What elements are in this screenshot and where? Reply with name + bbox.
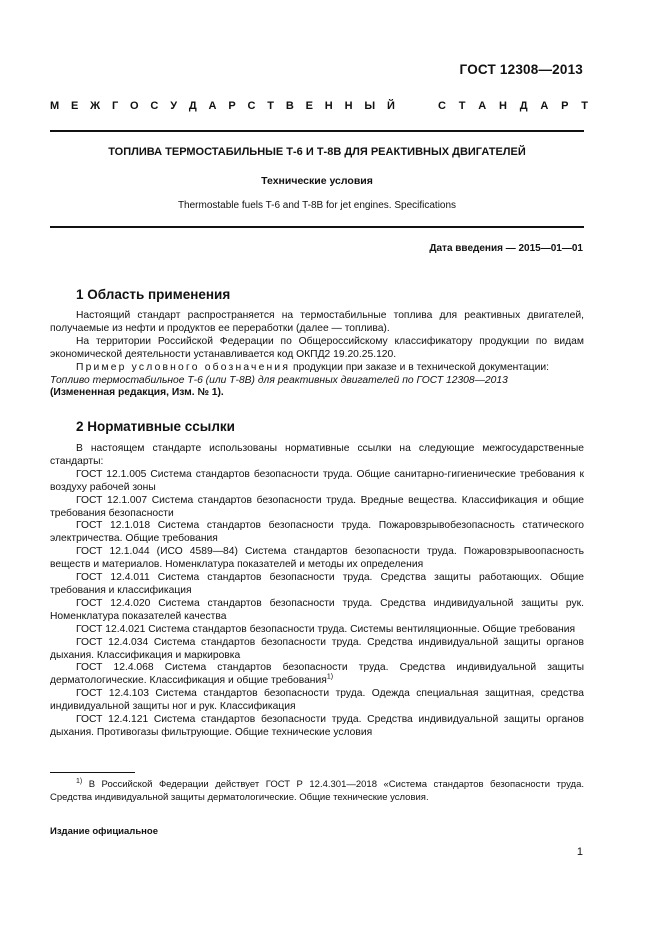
banner-letter: О — [130, 100, 139, 112]
reference-item: ГОСТ 12.4.020 Система стандартов безопасности труда. Средства индивидуальной защиты рук. Номенклатура показателей качества — [50, 597, 584, 622]
banner-letter: У — [170, 100, 178, 112]
footnote-divider — [50, 772, 135, 773]
reference-item: ГОСТ 12.4.011 Система стандартов безопасности труда. Средства защиты работающих. Общие требования и классификация — [50, 572, 584, 596]
example-label: Пример условного обозначения — [76, 361, 291, 373]
banner-letter: Т — [267, 100, 275, 112]
banner-letter: Й — [386, 100, 395, 112]
banner-letter: М — [50, 100, 60, 112]
banner-letter: Г — [111, 100, 119, 112]
banner-letter: Т — [458, 100, 466, 112]
reference-item: ГОСТ 12.1.005 Система стандартов безопасности труда. Общие санитарно-гигиенические требования к воздуху рабочей зоны — [50, 468, 584, 493]
footnote-body: В Российской Федерации действует ГОСТ Р 12.4.301—2018 «Система стандартов безопасности труда. Средства индивидуальной защиты дерматологические. Общие технические условия. — [50, 779, 584, 803]
footnote-mark: 1) — [76, 777, 83, 785]
banner-letter: Ж — [90, 100, 101, 112]
reference-item: ГОСТ 12.1.018 Система стандартов безопасности труда. Пожаровзрывобезопасность статического электричества. Общие требования — [50, 520, 584, 545]
banner-letter: Р — [228, 100, 236, 112]
banner-letter: Д — [519, 100, 528, 112]
banner-letter: А — [478, 100, 487, 112]
section-1-heading: 1 Область применения — [76, 287, 231, 302]
paragraph: На территории Российской Федерации по Общероссийскому классификатору продукции по видам экономической деятельности устанавливается код ОКПД2 19.20.25.120. — [50, 335, 584, 360]
amendment-note: (Измененная редакция, Изм. № 1). — [50, 387, 224, 399]
banner-letter: С — [150, 100, 159, 112]
section-1-body — [50, 310, 584, 400]
reference-item — [50, 662, 584, 688]
reference-item: ГОСТ 12.4.021 Система стандартов безопасности труда. Системы вентиляционные. Общие требования — [76, 623, 576, 635]
banner-letter: Р — [561, 100, 569, 112]
banner-letter: В — [285, 100, 294, 112]
banner-letter: С — [247, 100, 256, 112]
reference-item: ГОСТ 12.4.103 Система стандартов безопасности труда. Одежда специальная защитная, средства индивидуальной защиты ног и рук. Классификация — [50, 688, 584, 713]
title-divider — [50, 226, 584, 228]
top-divider — [50, 130, 584, 132]
document-subtitle: Технические условия — [261, 175, 373, 187]
section-2-heading: 2 Нормативные ссылки — [76, 419, 235, 434]
banner-letter: Н — [498, 100, 507, 112]
interstate-word-1 — [50, 100, 395, 112]
banner-letter: А — [540, 100, 549, 112]
reference-text: ГОСТ 12.4.068 Система стандартов безопасности труда. Средства индивидуальной защиты дерматологические. Классификация и общие требования — [50, 662, 584, 687]
banner-letter: Н — [324, 100, 333, 112]
banner-letter: Е — [71, 100, 79, 112]
interstate-standard-banner — [50, 100, 588, 112]
banner-letter: Е — [305, 100, 313, 112]
paragraph: Настоящий стандарт распространяется на термостабильные топлива для реактивных двигателей, получаемые из нефти и продуктов ее переработки (далее — топлива). — [50, 310, 584, 334]
paragraph — [50, 362, 584, 375]
paragraph: В настоящем стандарте использованы нормативные ссылки на следующие межгосударственные стандарты: — [50, 443, 584, 467]
reference-item: ГОСТ 12.4.121 Система стандартов безопасности труда. Средства индивидуальной защиты органов дыхания. Противогазы фильтрующие. Общие технические условия — [50, 714, 584, 738]
banner-letter: А — [208, 100, 217, 112]
official-edition-label: Издание официальное — [50, 826, 158, 837]
introduction-date: Дата введения — 2015—01—01 — [429, 243, 583, 254]
reference-item: ГОСТ 12.1.007 Система стандартов безопасности труда. Вредные вещества. Классификация и общие требования безопасности — [50, 494, 584, 519]
section-2-body — [50, 443, 584, 740]
example-designation: Топливо термостабильное Т-6 (или Т-8В) для реактивных двигателей по ГОСТ 12308—2013 — [50, 374, 508, 386]
banner-letter: Т — [581, 100, 588, 112]
gost-number: ГОСТ 12308—2013 — [459, 62, 583, 77]
page-number: 1 — [576, 846, 583, 858]
banner-letter: Д — [188, 100, 197, 112]
example-rest: продукции при заказе и в технической документации: — [290, 361, 549, 373]
footnote — [50, 778, 584, 804]
document-title: ТОПЛИВА ТЕРМОСТАБИЛЬНЫЕ Т-6 И Т-8В ДЛЯ РЕАКТИВНЫХ ДВИГАТЕЛЕЙ — [108, 146, 526, 158]
banner-letter: Н — [344, 100, 353, 112]
reference-item: ГОСТ 12.1.044 (ИСО 4589—84) Система стандартов безопасности труда. Пожаровзрывоопасность веществ и материалов. Номенклатура показателей и методы их определения — [50, 546, 584, 571]
english-title: Thermostable fuels T-6 and T-8B for jet engines. Specifications — [177, 200, 457, 211]
footnote-text — [50, 778, 584, 804]
footnote-ref-mark[interactable]: 1) — [326, 673, 334, 681]
reference-item: ГОСТ 12.4.034 Система стандартов безопасности труда. Средства индивидуальной защиты органов дыхания. Классификация и маркировка — [50, 636, 584, 661]
banner-letter: С — [438, 100, 446, 112]
banner-letter: Ы — [364, 100, 376, 112]
interstate-word-2 — [438, 100, 588, 112]
